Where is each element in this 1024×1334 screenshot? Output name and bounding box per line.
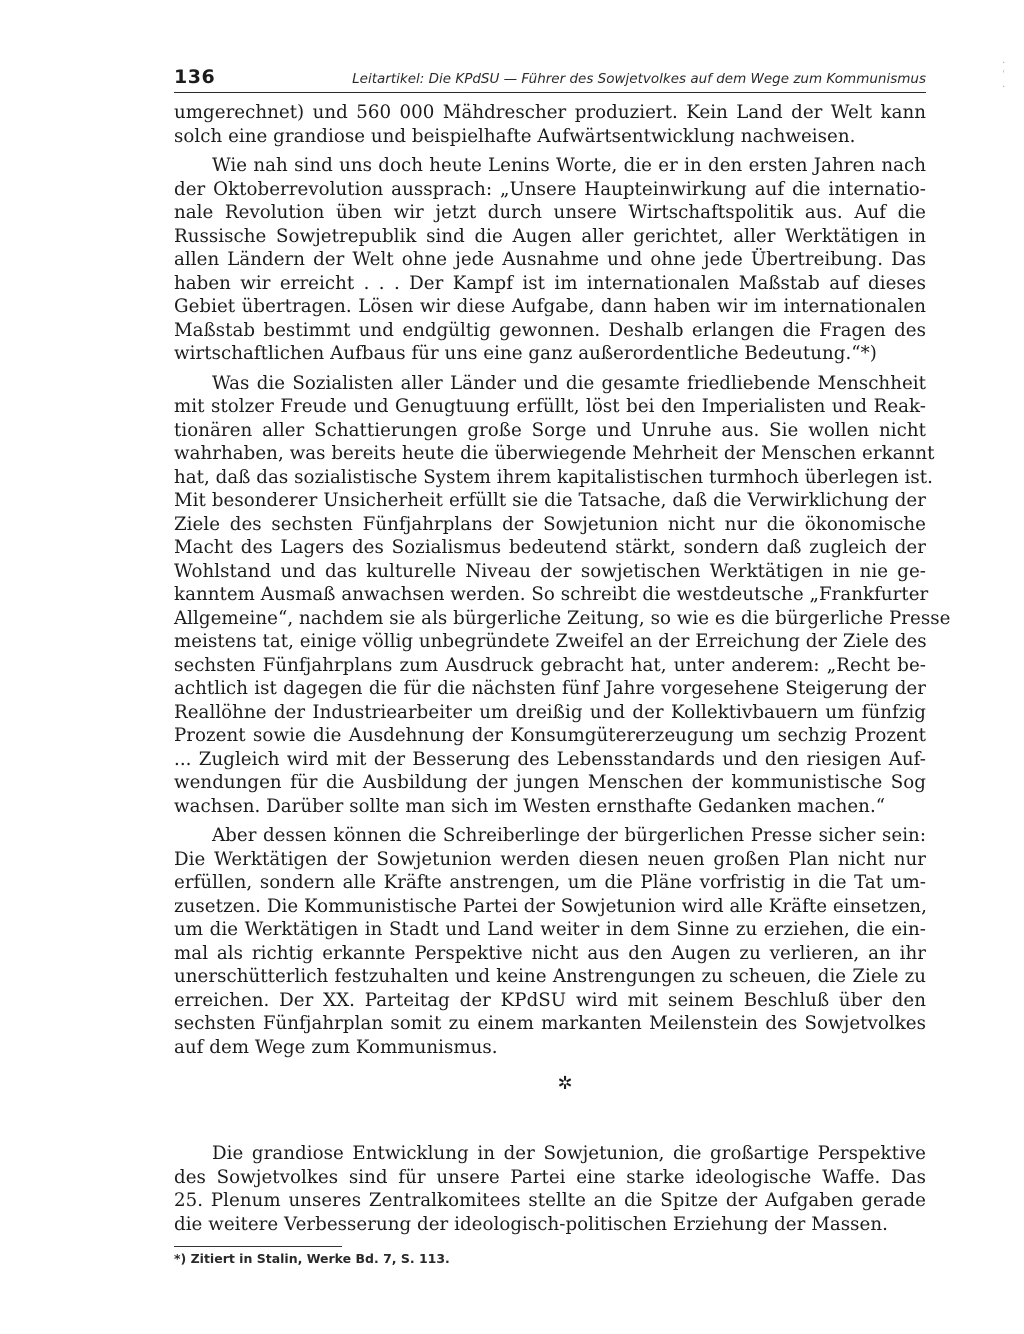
footnote-rule bbox=[174, 1246, 342, 1247]
text-line: Macht des Lagers des Sozialismus bedeutend stärkt, sondern daß zugleich der bbox=[174, 537, 926, 558]
text-line: Maßstab bestimmt und endgültig gewonnen. Deshalb erlangen die Fragen des bbox=[174, 319, 926, 341]
text-line: erreichen. Der XX. Parteitag der KPdSU wird mit seinem Beschluß über den bbox=[174, 989, 926, 1011]
text-line: Russische Sowjetrepublik sind die Augen aller gerichtet, aller Werktätigen in bbox=[174, 225, 926, 247]
text-line: Reallöhne der Industriearbeiter um dreißig und der Kollektivbauern um fünfzig bbox=[174, 701, 926, 723]
text-line: Was die Sozialisten aller Länder und die gesamte friedliebende Menschheit bbox=[212, 372, 926, 394]
text-line: zusetzen. Die Kommunistische Partei der Sowjetunion wird alle Kräfte einsetzen, bbox=[174, 895, 927, 917]
paragraph bbox=[174, 154, 926, 366]
paragraph bbox=[174, 824, 926, 1059]
text-line: achtlich ist dagegen die für die nächsten fünf Jahre vorgesehene Steigerung der bbox=[174, 678, 926, 699]
text-line: wachsen. Darüber sollte man sich im Westen ernsthafte Gedanken machen.“ bbox=[174, 795, 886, 817]
text-line: nale Revolution üben wir jetzt durch unsere Wirtschaftspolitik aus. Auf die bbox=[174, 202, 926, 223]
page-header bbox=[174, 66, 926, 93]
text-line: allen Ländern der Welt ohne jede Ausnahme und ohne jede Übertreibung. Das bbox=[174, 249, 926, 270]
closing-paragraph bbox=[174, 1142, 926, 1236]
text-line: wirtschaftlichen Aufbaus für uns eine ganz außerordentliche Bedeutung.“*) bbox=[174, 343, 877, 364]
text-line: solch eine grandiose und beispielhafte Aufwärtsentwicklung nachweisen. bbox=[174, 125, 856, 147]
running-head: Leitartikel: Die KPdSU — Führer des Sowjetvolkes auf dem Wege zum Kommunismus bbox=[352, 71, 926, 87]
text-line: wendungen für die Ausbildung der jungen Menschen der kommunistische Sog bbox=[174, 772, 926, 793]
text-line: tionären aller Schattierungen große Sorge und Unruhe aus. Sie wollen nicht bbox=[174, 419, 926, 441]
text-line: mit stolzer Freude und Genugtuung erfüllt, löst bei den Imperialisten und Reak- bbox=[174, 396, 926, 417]
article-body bbox=[174, 101, 951, 1059]
text-line: Aber dessen können die Schreiberlinge der bürgerlichen Presse sicher sein: bbox=[212, 825, 926, 846]
text-line: um die Werktätigen in Stadt und Land weiter in dem Sinne zu erziehen, die ein- bbox=[174, 919, 926, 940]
text-line: Allgemeine“, nachdem sie als bürgerliche Zeitung, so wie es die bürgerliche Presse bbox=[174, 607, 951, 629]
text-line: Gebiet übertragen. Lösen wir diese Aufgabe, dann haben wir im internationalen bbox=[174, 296, 926, 317]
footnote: *) Zitiert in Stalin, Werke Bd. 7, S. 113. bbox=[174, 1251, 450, 1266]
page-edge-marks: · ˈ · bbox=[1002, 58, 1006, 93]
text-line: haben wir erreicht . . . Der Kampf ist im internationalen Maßstab auf dieses bbox=[174, 272, 926, 294]
paragraph bbox=[174, 101, 926, 148]
paragraph bbox=[174, 1142, 926, 1236]
text-line: ... Zugleich wird mit der Besserung des Lebensstandards und den riesigen Auf- bbox=[174, 748, 926, 770]
text-line: unerschütterlich festzuhalten und keine Anstrengungen zu scheuen, die Ziele zu bbox=[174, 966, 926, 987]
text-line: Die Werktätigen der Sowjetunion werden diesen neuen großen Plan nicht nur bbox=[174, 848, 926, 870]
text-line: umgerechnet) und 560 000 Mähdrescher produziert. Kein Land der Welt kann bbox=[174, 102, 926, 123]
text-line: meistens tat, einige völlig unbegründete Zweifel an der Erreichung der Ziele des bbox=[174, 631, 927, 652]
text-line: Wie nah sind uns doch heute Lenins Worte, die er in den ersten Jahren nach bbox=[212, 155, 926, 176]
text-line: Ziele des sechsten Fünfjahrplans der Sowjetunion nicht nur die ökonomische bbox=[174, 513, 926, 535]
text-line: 25. Plenum unseres Zentralkomitees stellte an die Spitze der Aufgaben gerade bbox=[174, 1190, 926, 1211]
section-separator-icon: ✲ bbox=[557, 1073, 573, 1094]
text-line: erfüllen, sondern alle Kräfte anstrengen, um die Pläne vorfristig in die Tat um- bbox=[174, 872, 926, 893]
document-page bbox=[174, 66, 951, 1266]
text-line: Prozent sowie die Ausdehnung der Konsumgütererzeugung um sechzig Prozent bbox=[174, 725, 926, 746]
text-line: Die grandiose Entwicklung in der Sowjetunion, die großartige Perspektive bbox=[212, 1143, 926, 1164]
text-line: Wohlstand und das kulturelle Niveau der sowjetischen Werktätigen in nie ge- bbox=[174, 560, 926, 582]
text-line: auf dem Wege zum Kommunismus. bbox=[174, 1036, 498, 1058]
text-line: kanntem Ausmaß anwachsen werden. So schreibt die westdeutsche „Frankfurter bbox=[174, 584, 929, 605]
text-line: die weitere Verbesserung der ideologisch-politischen Erziehung der Massen. bbox=[174, 1213, 888, 1235]
text-line: sechsten Fünfjahrplans zum Ausdruck gebracht hat, unter anderem: „Recht be- bbox=[174, 654, 926, 676]
page-number: 136 bbox=[174, 66, 216, 88]
text-line: Mit besonderer Unsicherheit erfüllt sie die Tatsache, daß die Verwirklichung der bbox=[174, 490, 926, 511]
paragraph bbox=[174, 372, 951, 819]
text-line: wahrhaben, was bereits heute die überwiegende Mehrheit der Menschen erkannt bbox=[174, 443, 935, 464]
text-line: mal als richtig erkannte Perspektive nicht aus den Augen zu verlieren, an ihr bbox=[174, 942, 926, 964]
text-line: des Sowjetvolkes sind für unsere Partei eine starke ideologische Waffe. Das bbox=[174, 1166, 926, 1188]
text-line: sechsten Fünfjahrplan somit zu einem markanten Meilenstein des Sowjetvolkes bbox=[174, 1013, 926, 1034]
text-line: der Oktoberrevolution aussprach: „Unsere Haupteinwirkung auf die internatio- bbox=[174, 178, 926, 200]
text-line: hat, daß das sozialistische System ihrem kapitalistischen turmhoch überlegen ist. bbox=[174, 466, 933, 488]
